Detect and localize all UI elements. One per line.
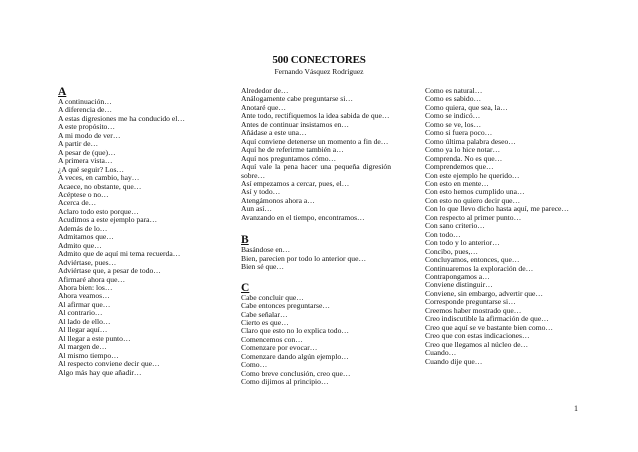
list-item: Además de lo… — [58, 223, 108, 233]
list-item: Creo que llegamos al núcleo de… — [425, 339, 529, 349]
list-item: Así y todo… — [241, 187, 281, 197]
list-item: Acerca de… — [58, 198, 97, 208]
list-item: Cuando… — [425, 348, 457, 358]
list-item: Como ya lo hice notar… — [425, 145, 501, 155]
list-item: Antes de continuar insistamos en… — [241, 119, 349, 129]
list-item: Como quiera, que sea, la… — [425, 102, 508, 112]
list-item: Aquí vale la pena hacer una pequeña digresión sobre… — [241, 162, 391, 180]
list-item: Algo más hay que añadir… — [58, 367, 142, 377]
list-item: Contrapongamos a… — [425, 271, 490, 281]
list-item: Al margen de… — [58, 342, 107, 352]
list-item: Concibo, pues,… — [425, 246, 478, 256]
list-item: Al llegar aquí… — [58, 325, 108, 335]
list-item: A primera vista… — [58, 156, 113, 166]
list-item: A veces, en cambio, hay… — [58, 173, 140, 183]
list-item: Al lado de ello… — [58, 316, 111, 326]
column-1 — [58, 86, 228, 377]
list-item: Avanzando en el tiempo, encontramos… — [241, 212, 365, 222]
list-item: Basándose en… — [241, 245, 291, 255]
list-item: Adviértase que, a pesar de todo… — [58, 266, 161, 276]
list-item: Añádase a este una… — [241, 128, 307, 138]
page-number: 1 — [574, 404, 578, 413]
list-item: Aquí nos preguntamos cómo… — [241, 153, 337, 163]
list-item: Comencemos con… — [241, 334, 303, 344]
list-item: Al respecto conviene decir que… — [58, 359, 160, 369]
document-title: 500 CONECTORES — [272, 54, 366, 66]
list-item: Como se ve, los… — [425, 119, 482, 129]
list-item: A diferencia de… — [58, 105, 112, 115]
section-heading-c: C — [241, 281, 250, 294]
list-item: Con respecto al primer punto… — [425, 212, 522, 222]
list-item: Ahora bien: los… — [58, 282, 113, 292]
list-item: Con esto no quiero decir que… — [425, 195, 521, 205]
list-item: Conviene distinguir… — [425, 280, 493, 290]
list-item: Bien sé que… — [241, 262, 285, 272]
list-item: Adviértase, pues… — [58, 257, 117, 267]
list-item: A estas digresiones me ha conducido el… — [58, 113, 185, 123]
list-item: Cierto es que… — [241, 317, 289, 327]
list-item: Acaece, no obstante, que… — [58, 181, 142, 191]
list-item: A pesar de (que)… — [58, 147, 116, 157]
list-item: Anotaré que… — [241, 102, 286, 112]
list-item: Como última palabra deseo… — [425, 136, 516, 146]
list-item: Cabe concluir que… — [241, 292, 304, 302]
list-item: Como es natural… — [425, 86, 483, 95]
list-item: Con este ejemplo he querido… — [425, 170, 520, 180]
list-item: Con sano criterio… — [425, 221, 485, 231]
list-item: A partir de… — [58, 139, 99, 149]
list-item: Ahora veamos… — [58, 291, 110, 301]
list-item: Admitamos que… — [58, 232, 114, 242]
list-item: Con todo… — [425, 229, 461, 239]
list-item: Atengámonos ahora a… — [241, 195, 315, 205]
list-item: Aun así… — [241, 204, 273, 214]
list-item: Aquí conviene detenerse un momento a fin de… — [241, 136, 389, 146]
list-item: Comenzare por evocar… — [241, 343, 318, 353]
list-item: Claro que esto no lo explica todo… — [241, 326, 349, 336]
connector-list-c — [241, 294, 391, 387]
connector-list-a-continued — [241, 87, 391, 222]
list-item: Al contrario… — [58, 308, 103, 318]
list-item: Al llegar a este punto… — [58, 333, 131, 343]
list-item: Aclaro todo esto porque… — [58, 206, 139, 216]
list-item: Conviene, sin embargo, advertir que… — [425, 288, 543, 298]
list-item: Así empezamos a cercar, pues, el… — [241, 178, 350, 188]
list-item: Como se indicó… — [425, 111, 481, 121]
connector-list-a — [58, 98, 228, 377]
list-item: Al afirmar que… — [58, 299, 111, 309]
list-item: Continuaremos la exploración de… — [425, 263, 534, 273]
list-item: Comprendemos que… — [425, 162, 494, 172]
list-item: Aquí he de referirme también a… — [241, 145, 344, 155]
list-item: Como breve conclusión, creo que… — [241, 368, 351, 378]
list-item: Acudimos a este ejemplo para… — [58, 215, 158, 225]
list-item: Creo que aquí se ve bastante bien como… — [425, 322, 553, 332]
list-item: A mi modo de ver… — [58, 130, 121, 140]
list-item: Con esto hemos cumplido una… — [425, 187, 525, 197]
list-item: Como… — [241, 360, 268, 370]
list-item: A continuación… — [58, 97, 112, 106]
list-item: Al mismo tiempo… — [58, 350, 119, 360]
document-author: Fernando Vásquez Rodríguez — [274, 67, 364, 76]
connector-list-b — [241, 246, 391, 271]
list-item: Acéptese o no… — [58, 189, 109, 199]
list-item: Creo indiscutible la afirmación de que… — [425, 314, 549, 324]
list-item: Afirmaré ahora que… — [58, 274, 126, 284]
list-item: Cuando dije que… — [425, 356, 483, 366]
list-item: Con esto en mente… — [425, 178, 489, 188]
list-item: Cabe entonces preguntarse… — [241, 301, 330, 311]
list-item: Alrededor de… — [241, 86, 289, 95]
column-3 — [425, 87, 593, 366]
list-item: Concluyamos, entonces, que… — [425, 255, 520, 265]
list-item: Comenzare dando algún ejemplo… — [241, 351, 349, 361]
section-heading-b: B — [241, 234, 249, 247]
list-item: Bien, parecien por todo lo anterior que… — [241, 253, 367, 263]
list-item: Como es sabido… — [425, 94, 482, 104]
column-2 — [241, 87, 391, 387]
list-item: Corresponde preguntarse si… — [425, 297, 516, 307]
section-heading-a: A — [58, 86, 67, 98]
list-item: Análogamente cabe preguntarse si… — [241, 94, 353, 104]
list-item: Admito que de aquí mi tema recuerda… — [58, 249, 181, 259]
list-item: Ante todo, rectifiquemos la idea sabida de que… — [241, 111, 390, 121]
list-item: Creo que con estas indicaciones… — [425, 331, 530, 341]
list-item: Comprenda. No es que… — [425, 153, 503, 163]
list-item: A este propósito… — [58, 122, 115, 132]
connector-list-c-continued — [425, 87, 593, 366]
list-item: Cabe señalar… — [241, 309, 288, 319]
list-item: Creemos haber mostrado que… — [425, 305, 522, 315]
list-item: ¿A qué seguir? Los… — [58, 164, 125, 174]
list-item: Admito que… — [58, 240, 102, 250]
list-item: Con todo y lo anterior… — [425, 238, 500, 248]
list-item: Como si fuera poco… — [425, 128, 493, 138]
list-item: Con lo que llevo dicho hasta aquí, me parece… — [425, 204, 570, 214]
list-item: Como dijimos al principio… — [241, 377, 329, 387]
